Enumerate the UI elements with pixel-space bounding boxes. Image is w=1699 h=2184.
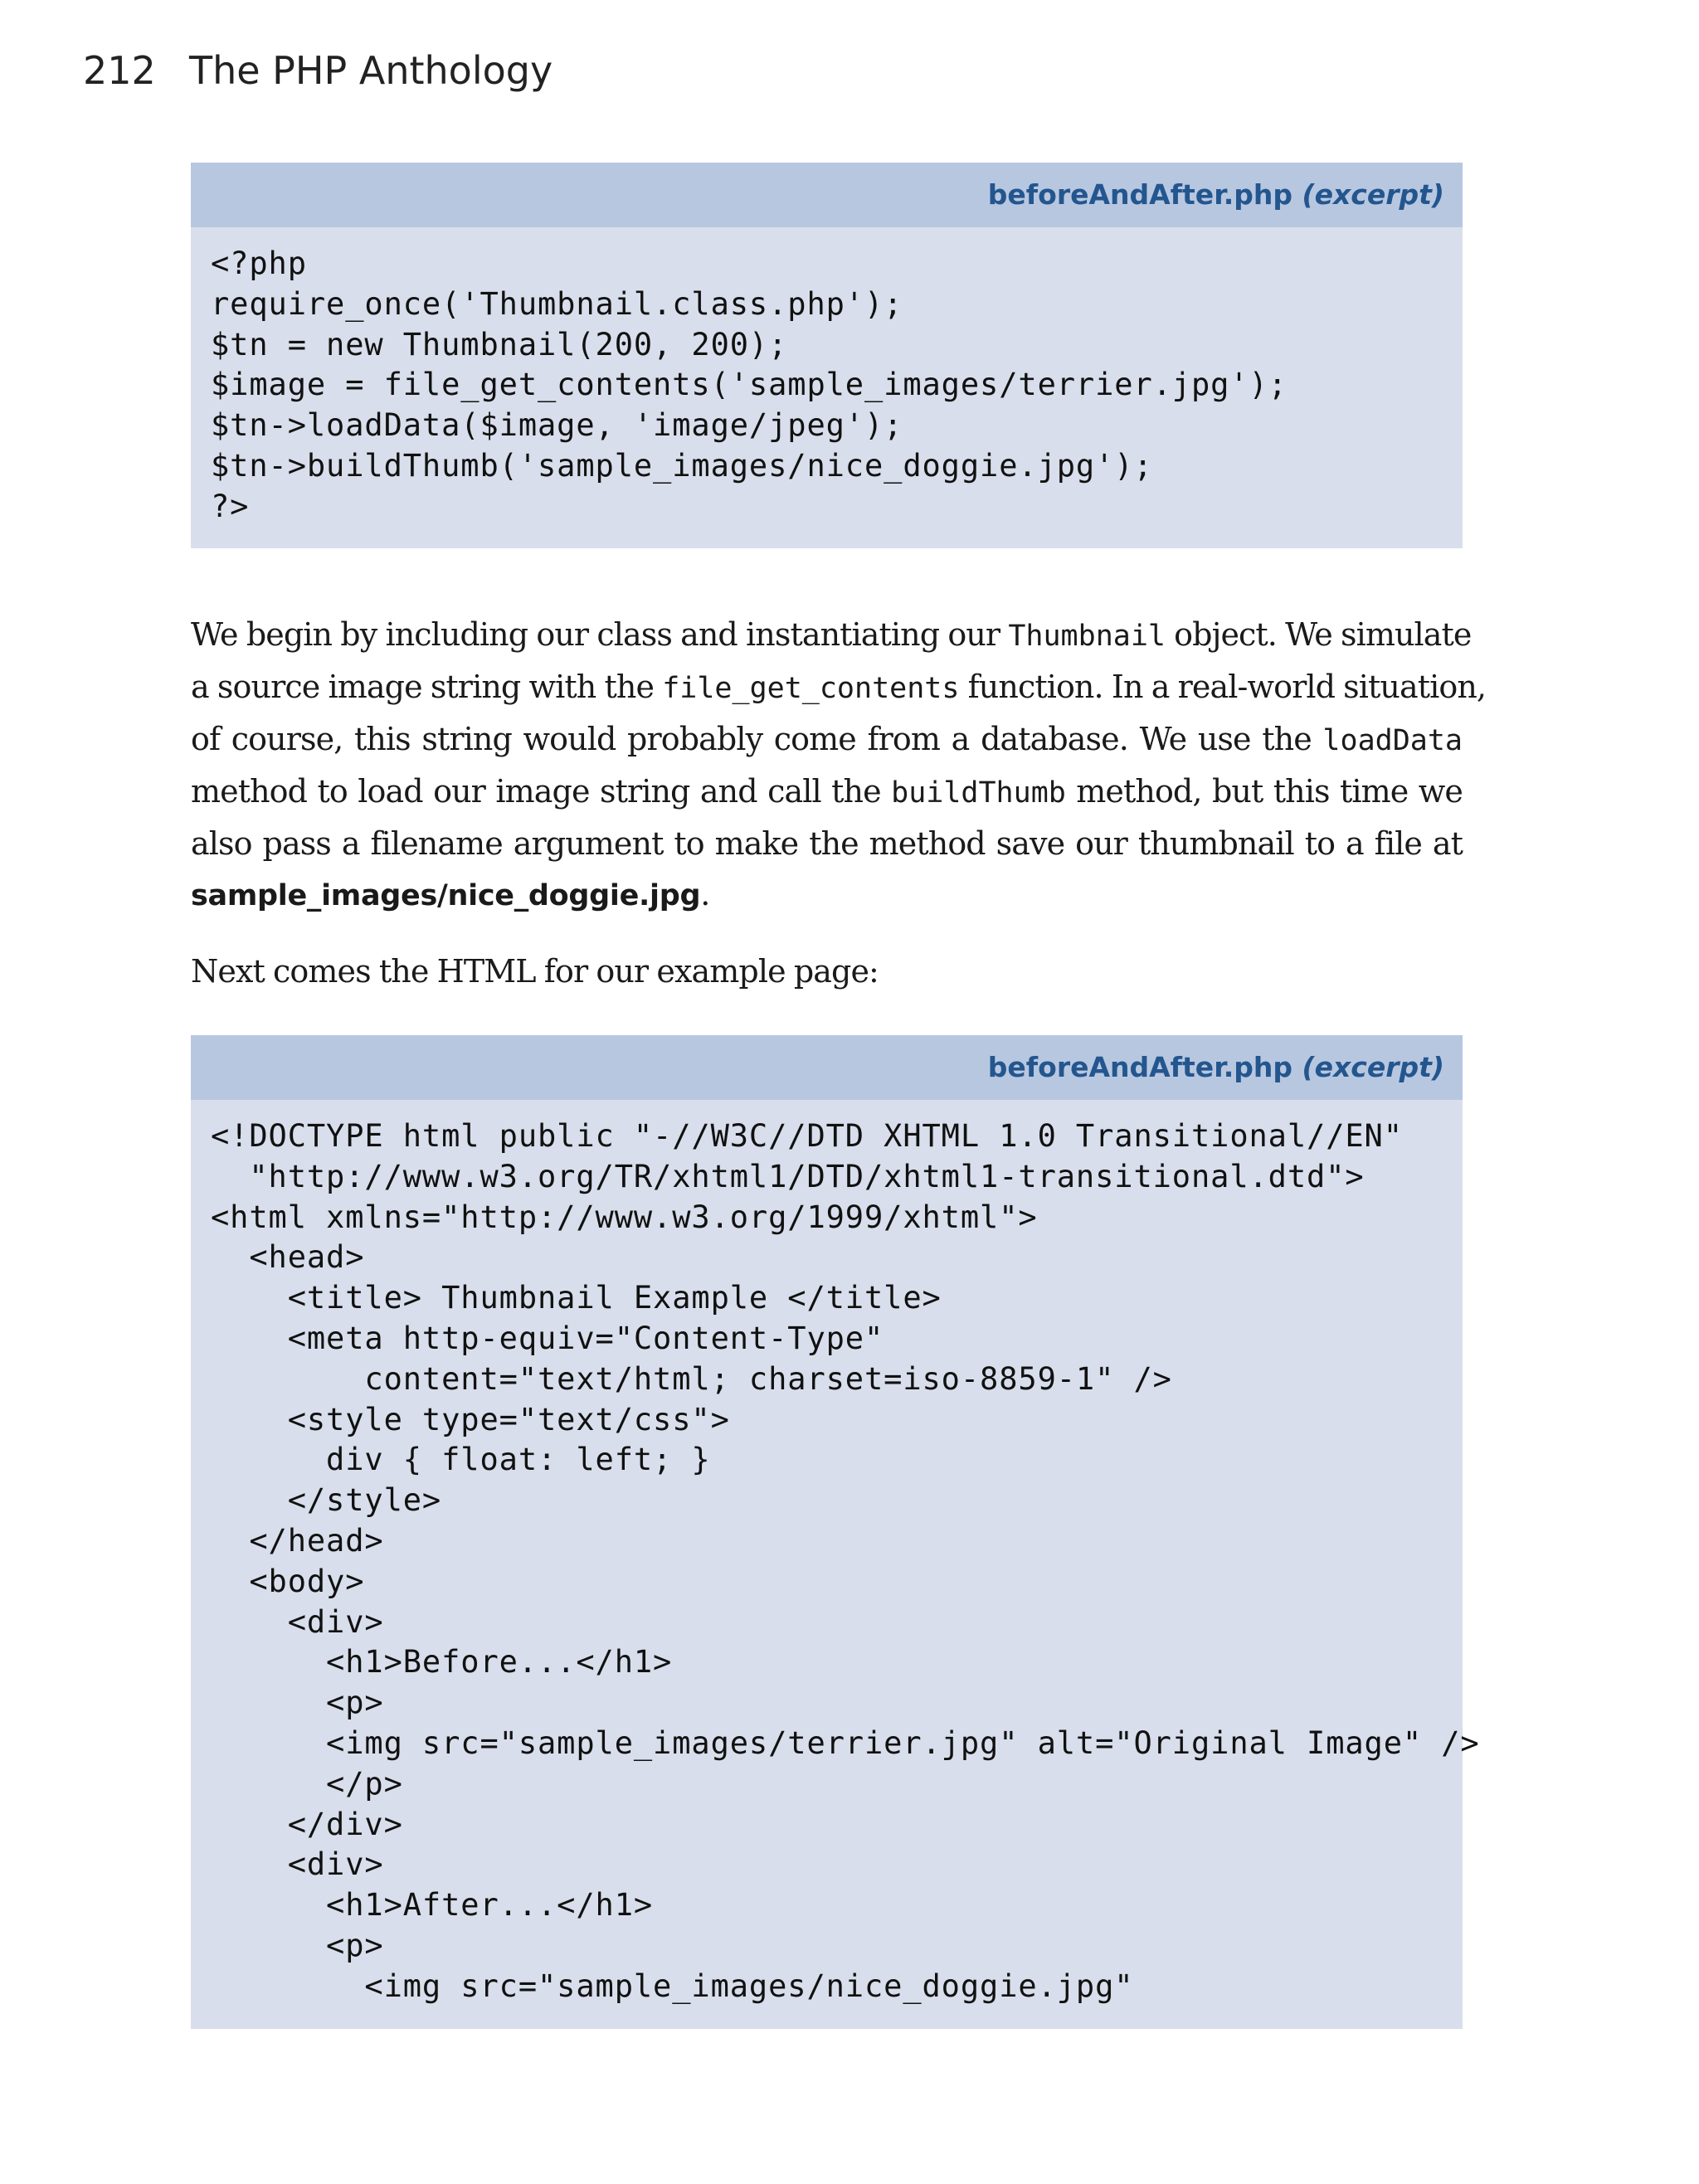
text-run: We begin by including our class and instantiating our [191,616,1009,653]
text-run: . [700,876,710,912]
inline-code: Thumbnail [1008,620,1166,653]
body-paragraph [191,610,1487,922]
paragraph-line [191,766,1463,819]
code-listing [191,1035,1480,2029]
paragraph-line [191,610,1472,662]
running-head [83,48,553,93]
paragraph-line [191,714,1463,766]
inline-code: buildThumb [891,776,1066,810]
listing-header [191,1035,1463,1100]
inline-code: loadData [1322,724,1463,757]
paragraph-line [191,819,1463,869]
text-run: object. We simulate [1166,616,1472,653]
listing-header [191,163,1463,227]
paragraph-line [191,662,1487,714]
text-run: method, but this time we [1065,773,1463,810]
text-run: also pass a filename argument to make the method save our thumbnail to a file at [191,825,1463,862]
file-path: sample_images/nice_doggie.jpg [191,879,701,912]
text-run: a source image string with the [191,669,663,705]
text-run: function. In a real-world situation, [959,669,1487,705]
text-run: of course, this string would probably come from a database. We use the [191,721,1323,757]
code-block: <?php require_once('Thumbnail.class.php'); $tn = new Thumbnail(200, 200); $image = file_get_contents('sample_images/terrier.jpg'); $tn->loadData($image, 'image/jpeg'); $tn->buildThumb('sample_images/nice_doggie.jpg'); ?> [211,246,1288,524]
code-block: <!DOCTYPE html public "-//W3C//DTD XHTML 1.0 Transitional//EN" "http://www.w3.org/TR/xhtml1/DTD/xhtml1-transitional.dtd"> <html xmlns="http://www.w3.org/1999/xhtml"> <head> <title> Thumbnail Example </title> <meta http-equiv="Content-Type" content="text/html; charset=iso-8859-1" /> <style type="text/css"> div { float: left; } </style> </head> <body> <div> <h1>Before...</h1> <p> <img src="sample_images/terrier.jpg" alt="Original Image" /> </p> </div> <div> <h1>After...</h1> <p> <img src="sample_images/nice_doggie.jpg" [211,1118,1480,2004]
text-run: method to load our image string and call the [191,773,892,810]
page-number: 212 [83,48,156,93]
listing-filename: beforeAndAfter.php [987,178,1293,211]
book-title: The PHP Anthology [189,48,553,93]
body-paragraph [191,946,1463,997]
listing-note: (excerpt) [1302,178,1444,211]
inline-code: file_get_contents [662,672,960,705]
listing-filename: beforeAndAfter.php [987,1051,1293,1083]
code-listing [191,163,1463,548]
paragraph-line [191,869,1463,922]
listing-note: (excerpt) [1302,1051,1444,1083]
paragraph-line: Next comes the HTML for our example page: [191,953,879,990]
